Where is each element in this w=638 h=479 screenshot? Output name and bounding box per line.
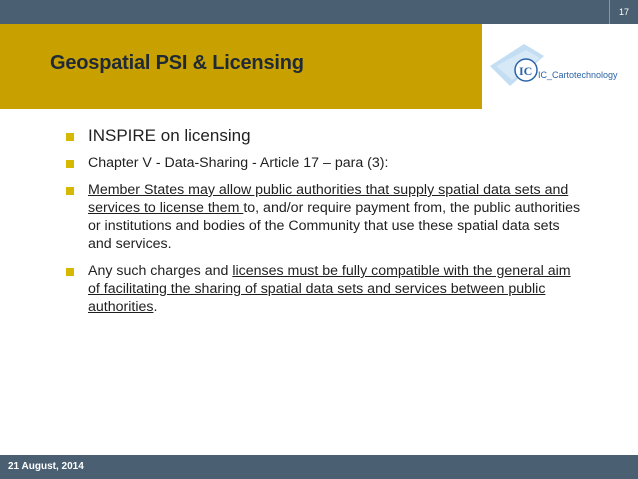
square-bullet-icon [66, 187, 74, 195]
ic-cartotechnology-logo [486, 36, 636, 100]
square-bullet-icon [66, 133, 74, 141]
logo-text: IC_Cartotechnology [538, 70, 618, 80]
bullet-text: Any such charges and [88, 263, 233, 279]
bullet-item-1 [66, 126, 586, 146]
bullet-underlined-text: licenses must be fully compatible with the general aim of facilitating the sharing of spatial data sets and services between public authorities [88, 263, 571, 315]
page-number: 17 [609, 0, 638, 24]
bullet-item-3 [66, 181, 586, 253]
slide-title: Geospatial PSI & Licensing [50, 52, 304, 74]
bullet-list [66, 126, 586, 325]
bullet-underlined-text: Member States may allow public authorities that supply spatial data sets and services to license them [88, 182, 569, 216]
footer-date: 21 August, 2014 [8, 461, 84, 472]
square-bullet-icon [66, 160, 74, 168]
bullet-item-2 [66, 154, 586, 172]
bullet-text: . [153, 299, 158, 315]
bullet-text: Chapter V - Data-Sharing - Article 17 – para (3): [88, 155, 389, 171]
logo-emblem-icon [486, 36, 636, 100]
square-bullet-icon [66, 268, 74, 276]
bullet-text: INSPIRE on licensing [88, 126, 251, 145]
bottom-bar [0, 455, 638, 479]
logo-emblem-text: IC [519, 64, 533, 78]
bullet-item-4 [66, 262, 586, 316]
bullet-text: to, and/or require payment from, the public authorities or institutions and bodies of the Community that use these spatial data sets and services. [88, 200, 581, 252]
top-bar [0, 0, 638, 24]
